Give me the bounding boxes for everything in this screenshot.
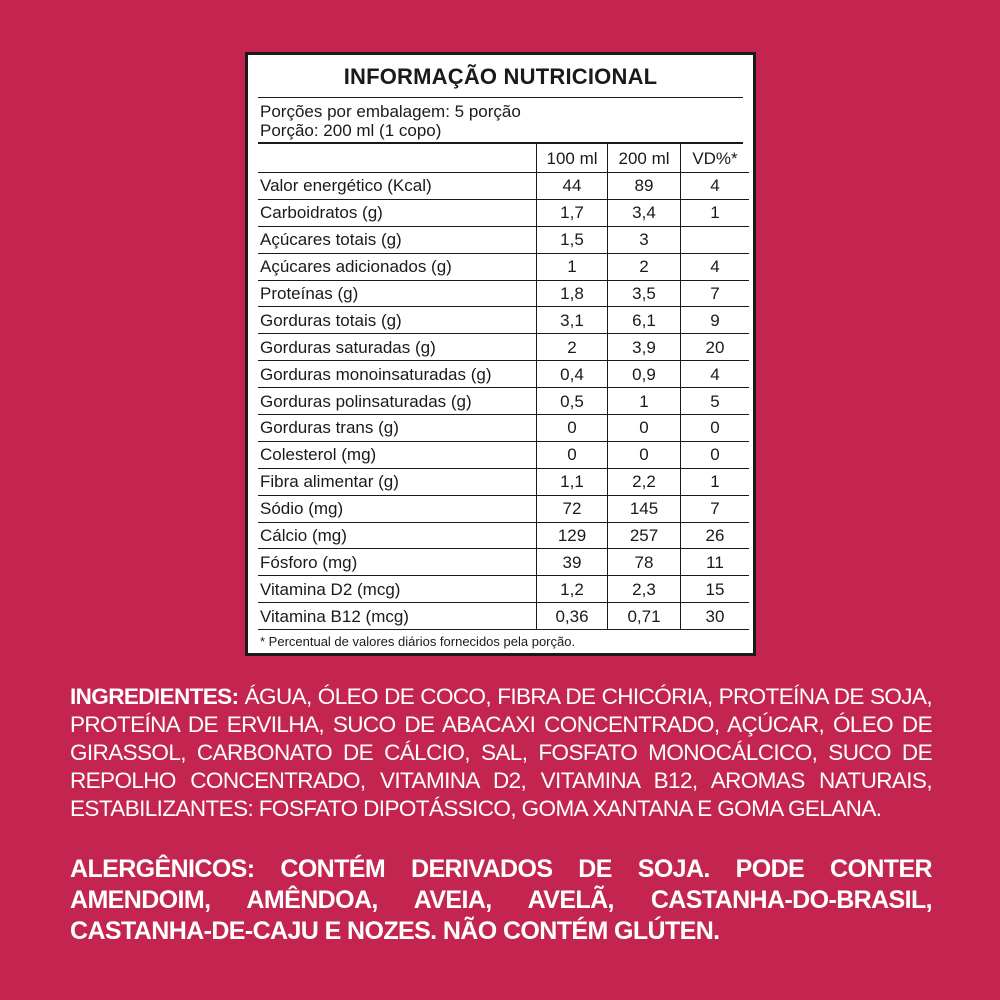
nutrient-name: Vitamina D2 (mcg) [258, 576, 537, 603]
value-100ml: 1,5 [537, 226, 608, 253]
value-vd: 20 [681, 334, 750, 361]
nutrition-facts-panel [245, 52, 756, 656]
value-200ml: 3,4 [608, 199, 681, 226]
ingredients-label: INGREDIENTES: [70, 684, 239, 709]
nutrition-row [258, 549, 749, 576]
value-100ml: 0,5 [537, 388, 608, 415]
nutrition-row [258, 495, 749, 522]
nutrition-row [258, 334, 749, 361]
nutrition-row [258, 226, 749, 253]
nutrient-name: Proteínas (g) [258, 280, 537, 307]
nutrient-name: Fósforo (mg) [258, 549, 537, 576]
value-100ml: 3,1 [537, 307, 608, 334]
value-100ml: 44 [537, 173, 608, 200]
nutrition-row [258, 441, 749, 468]
nutrition-row [258, 468, 749, 495]
serving-size: Porção: 200 ml (1 copo) [260, 121, 442, 140]
nutrition-row [258, 280, 749, 307]
nutrition-row [258, 361, 749, 388]
value-200ml: 1 [608, 388, 681, 415]
value-vd: 5 [681, 388, 750, 415]
ingredients-paragraph [70, 683, 932, 823]
value-200ml: 145 [608, 495, 681, 522]
nutrition-row [258, 415, 749, 442]
value-vd: 9 [681, 307, 750, 334]
servings-per-package: Porções por embalagem: 5 porção [260, 102, 521, 121]
value-vd: 26 [681, 522, 750, 549]
value-100ml: 0,4 [537, 361, 608, 388]
value-200ml: 257 [608, 522, 681, 549]
nutrient-name: Valor energético (Kcal) [258, 173, 537, 200]
value-100ml: 0,36 [537, 603, 608, 630]
ingredients-block [70, 683, 932, 823]
value-vd: 0 [681, 415, 750, 442]
value-vd: 1 [681, 199, 750, 226]
nutrition-title: INFORMAÇÃO NUTRICIONAL [258, 55, 743, 98]
nutrition-row [258, 307, 749, 334]
value-vd: 30 [681, 603, 750, 630]
value-vd: 7 [681, 495, 750, 522]
header-100ml: 100 ml [537, 144, 608, 173]
nutrient-name: Fibra alimentar (g) [258, 468, 537, 495]
value-200ml: 0 [608, 441, 681, 468]
value-vd: 1 [681, 468, 750, 495]
nutrient-name: Gorduras polinsaturadas (g) [258, 388, 537, 415]
value-vd: 4 [681, 253, 750, 280]
value-200ml: 2,2 [608, 468, 681, 495]
nutrition-row [258, 603, 749, 630]
value-200ml: 2,3 [608, 576, 681, 603]
value-100ml: 1 [537, 253, 608, 280]
allergens-text: ALERGÊNICOS: CONTÉM DERIVADOS DE SOJA. PODE CONTER AMENDOIM, AMÊNDOA, AVEIA, AVELÃ, CASTANHA-DO-BRASIL, CASTANHA-DE-CAJU E NOZES. NÃO CONTÉM GLÚTEN. [70, 855, 932, 945]
nutrition-row [258, 576, 749, 603]
nutrition-row [258, 388, 749, 415]
value-100ml: 1,7 [537, 199, 608, 226]
serving-info [258, 98, 743, 144]
value-100ml: 129 [537, 522, 608, 549]
value-vd: 4 [681, 173, 750, 200]
value-100ml: 1,1 [537, 468, 608, 495]
value-200ml: 78 [608, 549, 681, 576]
value-100ml: 0 [537, 441, 608, 468]
value-vd: 0 [681, 441, 750, 468]
value-vd [681, 226, 750, 253]
header-200ml: 200 ml [608, 144, 681, 173]
value-100ml: 39 [537, 549, 608, 576]
value-200ml: 0,9 [608, 361, 681, 388]
value-vd: 7 [681, 280, 750, 307]
nutrient-name: Açúcares totais (g) [258, 226, 537, 253]
value-200ml: 0,71 [608, 603, 681, 630]
nutrition-row [258, 253, 749, 280]
nutrition-header-row [258, 144, 749, 173]
nutrition-rows [258, 173, 749, 630]
nutrient-name: Gorduras monoinsaturadas (g) [258, 361, 537, 388]
nutrient-name: Vitamina B12 (mcg) [258, 603, 537, 630]
value-200ml: 3,5 [608, 280, 681, 307]
nutrition-table [258, 144, 749, 630]
allergens-block [70, 854, 932, 947]
nutrition-footnote: * Percentual de valores diários fornecidos pela porção. [260, 634, 576, 650]
value-200ml: 3 [608, 226, 681, 253]
nutrient-name: Gorduras totais (g) [258, 307, 537, 334]
value-200ml: 2 [608, 253, 681, 280]
value-100ml: 1,8 [537, 280, 608, 307]
value-100ml: 0 [537, 415, 608, 442]
value-200ml: 6,1 [608, 307, 681, 334]
value-100ml: 1,2 [537, 576, 608, 603]
nutrition-row [258, 173, 749, 200]
nutrition-row [258, 522, 749, 549]
value-200ml: 3,9 [608, 334, 681, 361]
nutrient-name: Colesterol (mg) [258, 441, 537, 468]
ingredients-text: ÁGUA, ÓLEO DE COCO, FIBRA DE CHICÓRIA, PROTEÍNA DE SOJA, PROTEÍNA DE ERVILHA, SUCO DE ABACAXI CONCENTRADO, AÇÚCAR, ÓLEO DE GIRASSOL, CARBONATO DE CÁLCIO, SAL, FOSFATO MONOCÁLCICO, SUCO DE REPOLHO CONCENTRADO, VITAMINA D2, VITAMINA B12, AROMAS NATURAIS, ESTABILIZANTES: FOSFATO DIPOTÁSSICO, GOMA XANTANA E GOMA GELANA. [70, 684, 932, 821]
header-vd: VD%* [681, 144, 750, 173]
value-200ml: 89 [608, 173, 681, 200]
value-vd: 11 [681, 549, 750, 576]
nutrient-name: Cálcio (mg) [258, 522, 537, 549]
nutrient-name: Carboidratos (g) [258, 199, 537, 226]
value-vd: 4 [681, 361, 750, 388]
value-200ml: 0 [608, 415, 681, 442]
header-nutrient [258, 144, 537, 173]
value-100ml: 2 [537, 334, 608, 361]
value-100ml: 72 [537, 495, 608, 522]
nutrient-name: Gorduras trans (g) [258, 415, 537, 442]
nutrient-name: Açúcares adicionados (g) [258, 253, 537, 280]
nutrient-name: Gorduras saturadas (g) [258, 334, 537, 361]
nutrient-name: Sódio (mg) [258, 495, 537, 522]
nutrition-row [258, 199, 749, 226]
value-vd: 15 [681, 576, 750, 603]
